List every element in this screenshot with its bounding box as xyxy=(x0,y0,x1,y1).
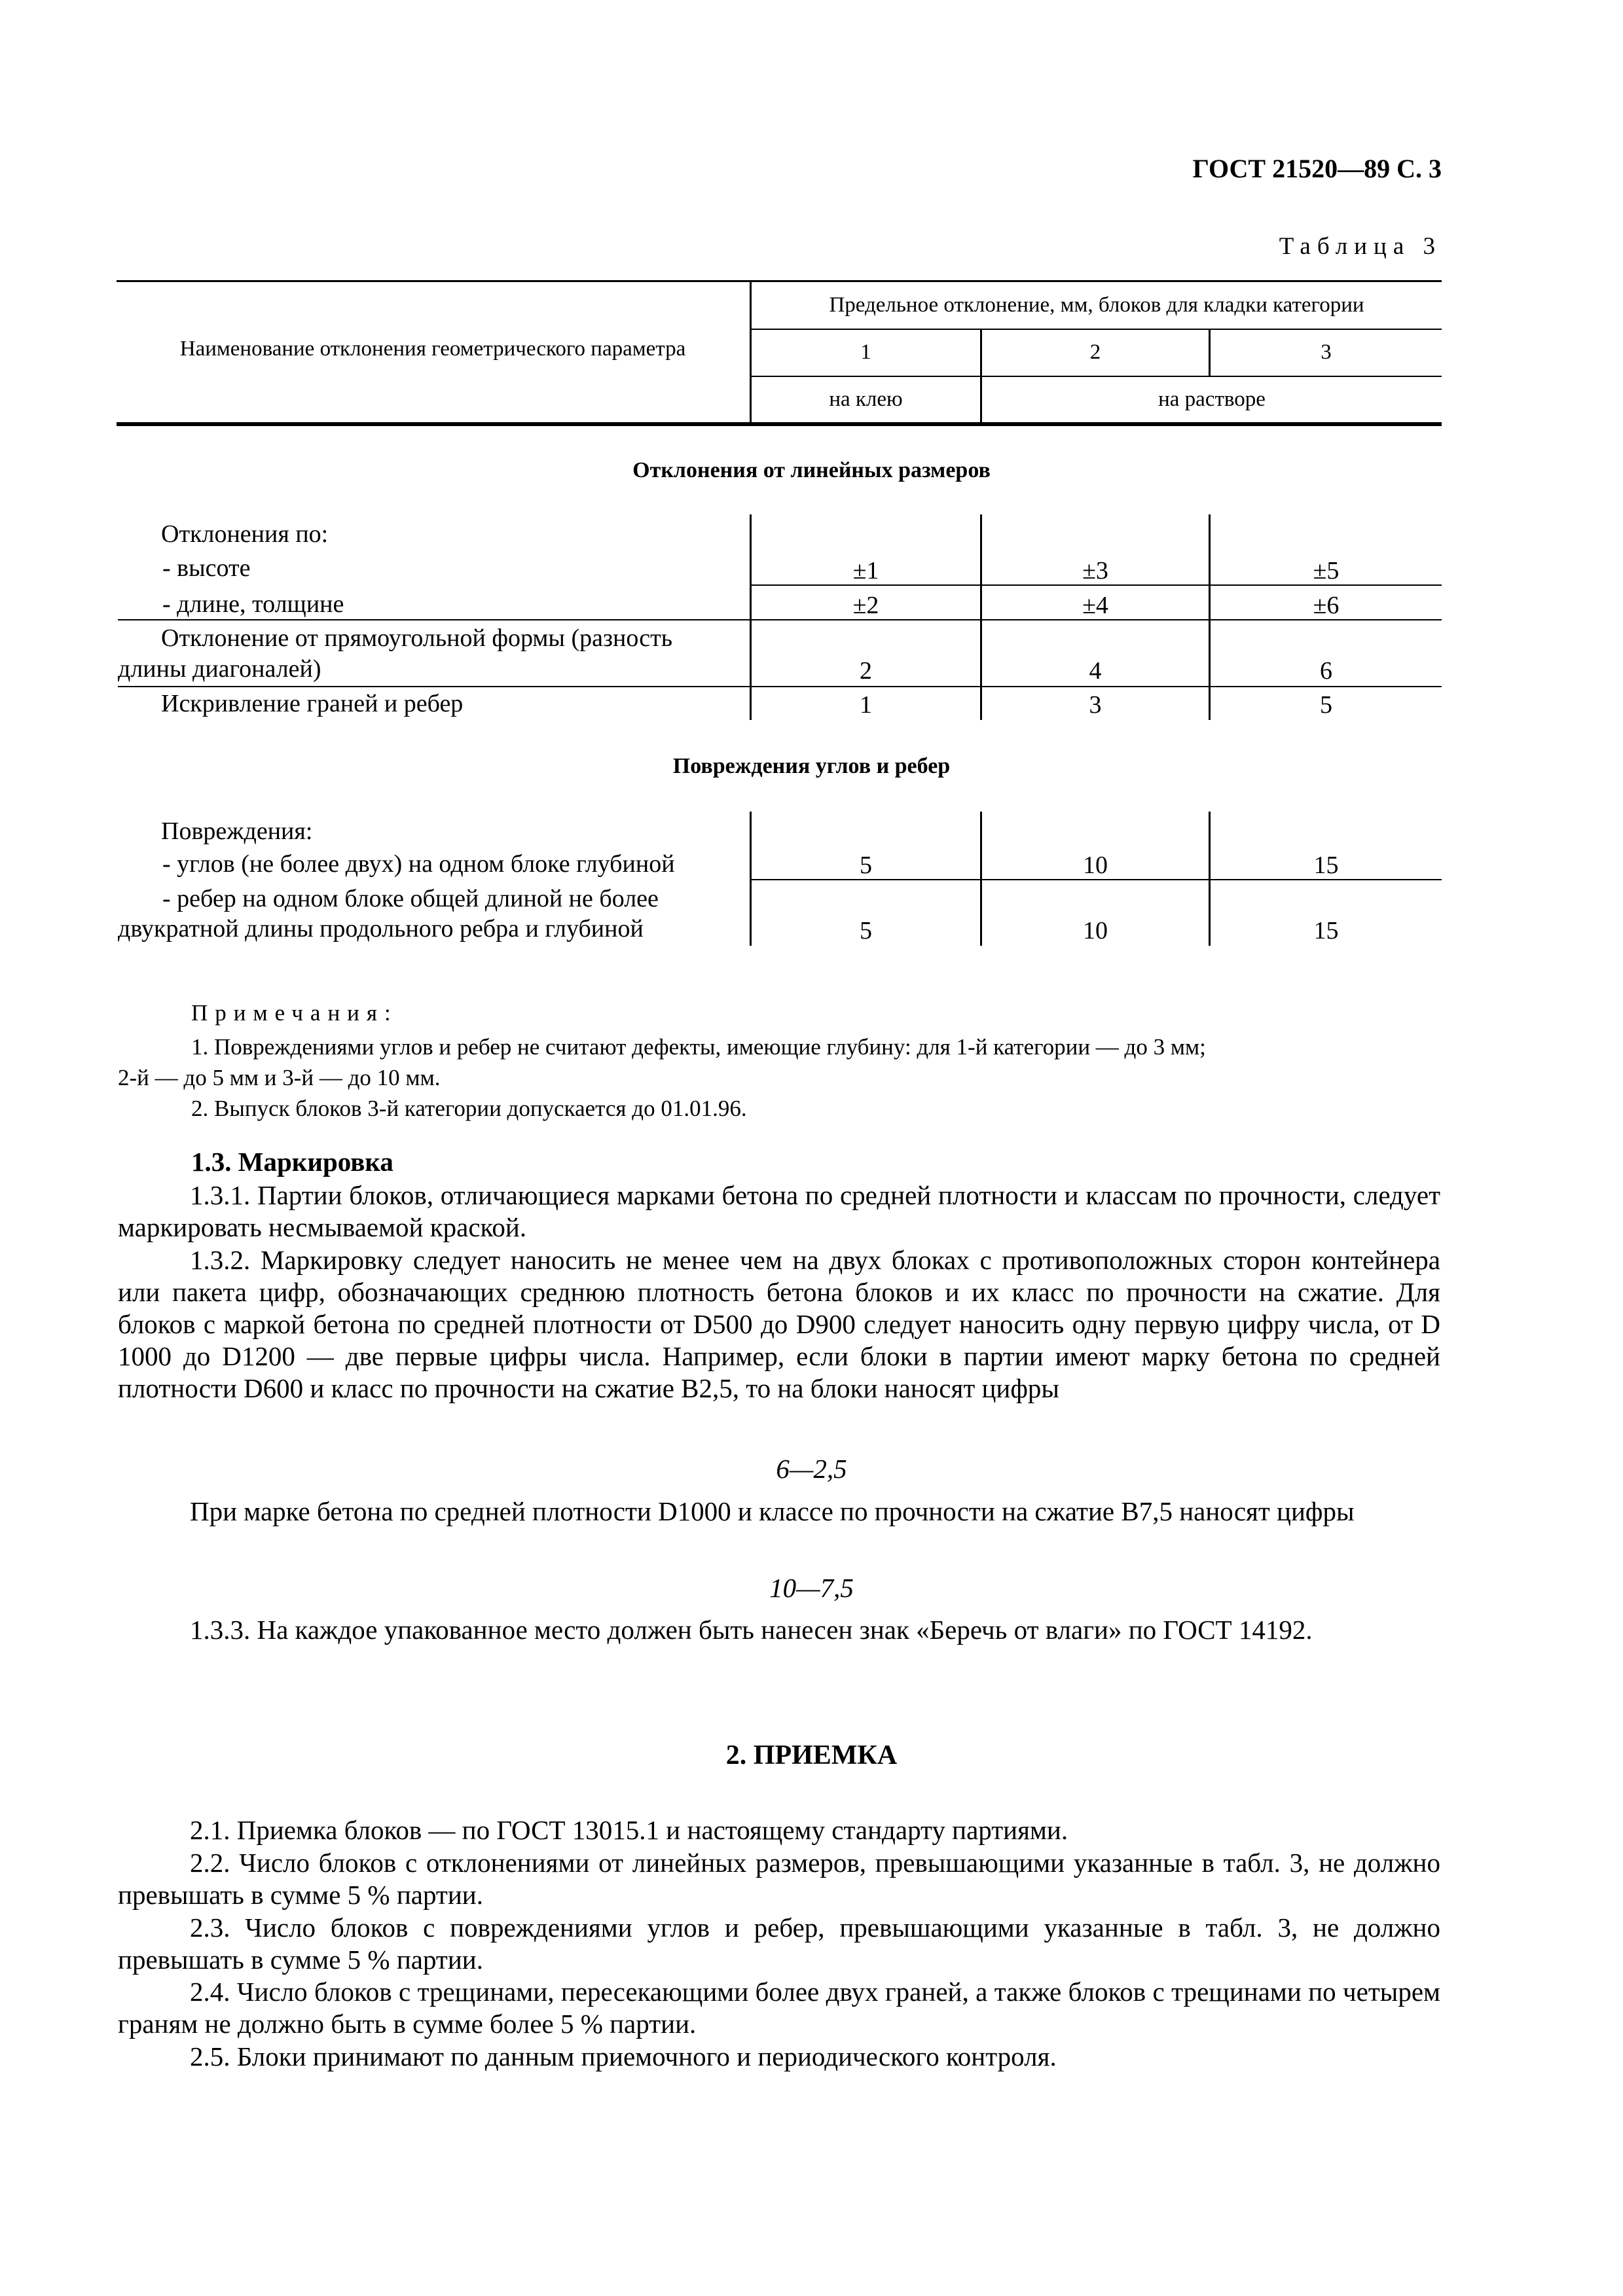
s1-rule-3 xyxy=(118,686,1442,687)
cell-value: 1 xyxy=(860,691,872,719)
cell-value: ±5 xyxy=(1313,557,1340,584)
paragraph: 1.3.2. Маркировку следует наносить не менее чем на двух блоках с противоположных сторон контейнера или пакета цифр, обозначающих среднюю плотность бетона блоков и их класс по прочности на сжатие. Для блоков с маркой бетона по средней плотности от D500 до D900 следует наносить одну первую цифру числа, от D 1000 до D1200 — две первые цифры числа. Например, если блоки в партии имеют марку бетона по средней плотности D600 и класс по прочности на сжатие В2,5, то на блоки наносят цифры xyxy=(118,1245,1440,1403)
row-label: - длине, толщине xyxy=(162,590,344,618)
cell-value: 3 xyxy=(1089,691,1102,719)
table-section-title: Повреждения углов и ребер xyxy=(672,754,951,778)
formula: 6—2,5 xyxy=(776,1454,847,1484)
cell-value: 4 xyxy=(1089,657,1102,685)
table-header-bottom-rule xyxy=(117,422,1442,426)
header-sub-adhesive: на клею xyxy=(829,387,903,411)
paragraph: 2.4. Число блоков с трещинами, пересекающими более двух граней, а также блоков с трещинами по четырем граням не должно быть в сумме более 5 % партии. xyxy=(118,1977,1440,2039)
cell-value: 5 xyxy=(860,852,872,879)
paragraph: 1.3.1. Партии блоков, отличающиеся марками бетона по средней плотности и классам по прочности, следует маркировать несмываемой краской. xyxy=(118,1180,1440,1242)
header-category-2: 2 xyxy=(1089,340,1101,364)
paragraph: 2.5. Блоки принимают по данным приемочного и периодического контроля. xyxy=(190,2041,1057,2072)
cell-value: 15 xyxy=(1313,917,1339,944)
header-rule-1 xyxy=(750,329,1442,330)
table-section-title: Отклонения от линейных размеров xyxy=(632,458,991,482)
row-label-continued: двукратной длины продольного ребра и глубиной xyxy=(118,915,644,942)
table-top-rule xyxy=(117,280,1442,282)
cell-value: ±3 xyxy=(1082,557,1108,584)
cell-value: 5 xyxy=(860,917,872,944)
paragraph: 1.3.3. На каждое упакованное место должен быть нанесен знак «Беречь от влаги» по ГОСТ 14192. xyxy=(190,1615,1313,1645)
cell-value: ±6 xyxy=(1313,592,1340,619)
header-category-3: 3 xyxy=(1321,340,1332,364)
paragraph: 2.3. Число блоков с повреждениями углов и ребер, превышающими указанные в табл. 3, не должно превышать в сумме 5 % партии. xyxy=(118,1912,1440,1975)
row-label: - углов (не более двух) на одном блоке глубиной xyxy=(162,850,675,878)
row-label: Искривление граней и ребер xyxy=(161,690,464,717)
note-2: 2. Выпуск блоков 3-й категории допускается до 01.01.96. xyxy=(191,1096,747,1121)
header-group-title: Предельное отклонение, мм, блоков для кладки категории xyxy=(829,293,1364,317)
table-caption: Таблица 3 xyxy=(1279,233,1442,260)
note-1: 1. Повреждениями углов и ребер не считают дефекты, имеющие глубину: для 1-й категории — до 3 мм; xyxy=(191,1034,1206,1060)
formula: 10—7,5 xyxy=(769,1573,854,1603)
section-heading: 1.3. Маркировка xyxy=(191,1147,393,1177)
row-label: Отклонение от прямоугольной формы (разность xyxy=(161,624,673,652)
header-parameter: Наименование отклонения геометрического параметра xyxy=(179,337,686,361)
header-category-1: 1 xyxy=(860,340,871,364)
section-heading: 2. ПРИЕМКА xyxy=(725,1740,898,1770)
notes-title: Примечания: xyxy=(191,1000,398,1026)
row-label: - высоте xyxy=(162,554,251,582)
note-1-continued: 2-й — до 5 мм и 3-й — до 10 мм. xyxy=(118,1065,441,1090)
paragraph: При марке бетона по средней плотности D1000 и классе по прочности на сжатие В7,5 наносят цифры xyxy=(190,1496,1355,1526)
row-label: - ребер на одном блоке общей длиной не более xyxy=(162,885,659,912)
cell-value: 10 xyxy=(1083,852,1108,879)
paragraph: 2.1. Приемка блоков — по ГОСТ 13015.1 и настоящему стандарту партиями. xyxy=(190,1815,1068,1845)
page-header: ГОСТ 21520—89 С. 3 xyxy=(1192,154,1442,183)
cell-value: ±2 xyxy=(852,592,879,619)
cell-value: ±1 xyxy=(852,557,879,584)
cell-value: 5 xyxy=(1320,691,1332,719)
paragraph: 2.2. Число блоков с отклонениями от линейных размеров, превышающими указанные в табл. 3, не должно превышать в сумме 5 % партии. xyxy=(118,1848,1440,1910)
cell-value: 15 xyxy=(1313,852,1339,879)
row-group-label: Отклонения по: xyxy=(161,520,329,548)
header-rule-2 xyxy=(750,376,1442,377)
cell-value: 2 xyxy=(860,657,872,685)
cell-value: 6 xyxy=(1320,657,1332,685)
row-group-label: Повреждения: xyxy=(161,817,313,845)
cell-value: 10 xyxy=(1083,917,1108,944)
cell-value: ±4 xyxy=(1082,592,1108,619)
header-sub-mortar: на растворе xyxy=(1158,387,1266,411)
row-label-continued: длины диагоналей) xyxy=(118,655,321,683)
